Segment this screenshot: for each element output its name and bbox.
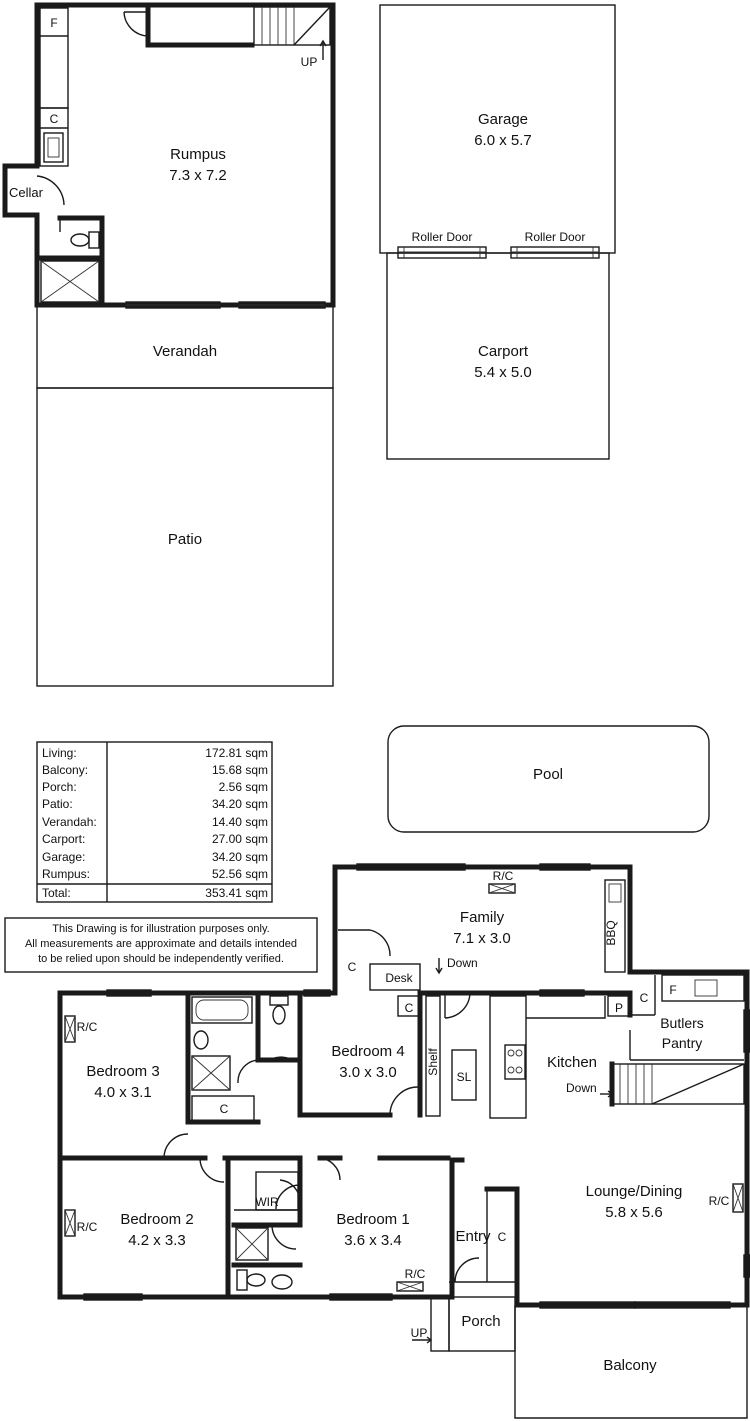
cupboard-label: C (497, 1230, 507, 1244)
cooktop-icon (505, 1045, 525, 1079)
shower-icon (236, 1228, 268, 1260)
roller-door-label-1: Roller Door (411, 230, 473, 244)
kitchen-label: Kitchen (546, 1054, 598, 1071)
area-rows (42, 746, 268, 900)
toilet-icon (71, 232, 99, 248)
up-label: UP (410, 1326, 428, 1340)
rumpus-dims: 7.3 x 7.2 (169, 167, 227, 184)
shelf-label: Shelf (426, 1048, 440, 1076)
down-label: Down (447, 956, 478, 970)
cupboard-label: C (639, 991, 649, 1005)
balcony-label: Balcony (603, 1357, 657, 1374)
lounge-dims: 5.8 x 5.6 (605, 1204, 663, 1221)
area-value: 27.00 sqm (211, 832, 268, 846)
area-value: 15.68 sqm (211, 763, 268, 777)
butlers-label: Butlers (660, 1015, 704, 1031)
bedroom3-name: Bedroom 3 (86, 1063, 160, 1080)
cellar-label: Cellar (9, 185, 43, 200)
area-value: 172.81 sqm (205, 746, 268, 760)
cupboard-label: C (404, 1001, 414, 1015)
area-label: Patio: (42, 797, 73, 811)
rc-label: R/C (404, 1267, 426, 1281)
shower-icon (41, 261, 99, 302)
fridge-label: F (50, 16, 58, 30)
shower-icon (192, 1056, 230, 1090)
pantry-label: P (614, 1001, 624, 1015)
pantry-fridge-label: F (669, 983, 677, 997)
area-value: 14.40 sqm (211, 815, 268, 829)
rumpus-block (5, 5, 333, 686)
area-total-value: 353.41 sqm (205, 886, 268, 900)
area-table (37, 742, 272, 902)
family-dims: 7.1 x 3.0 (453, 930, 511, 947)
area-value: 34.20 sqm (211, 797, 268, 811)
bbq-label: BBQ (604, 920, 618, 946)
garage-dims: 6.0 x 5.7 (474, 132, 532, 149)
area-label: Porch: (42, 780, 77, 794)
disclaimer-line-3: to be relied upon should be independently verified. (38, 953, 284, 965)
family-name: Family (459, 909, 505, 926)
cupboard-label: C (219, 1102, 229, 1116)
verandah-label: Verandah (152, 343, 218, 360)
roller-door-label-2: Roller Door (524, 230, 586, 244)
toilet-icon (237, 1270, 292, 1290)
rc-label: R/C (492, 869, 514, 883)
cupboard-label: C (49, 112, 59, 126)
area-label: Carport: (42, 832, 86, 846)
sl-label: SL (456, 1070, 472, 1084)
disclaimer-line-2: All measurements are approximate and details intended (24, 938, 298, 950)
area-label: Verandah: (42, 815, 97, 829)
toilet-icon (270, 996, 288, 1024)
bedroom4-name: Bedroom 4 (331, 1043, 405, 1060)
bedroom1-dims: 3.6 x 3.4 (344, 1232, 402, 1249)
wir-label: WIR (255, 1195, 279, 1209)
garage-area (380, 5, 615, 253)
porch-label: Porch (461, 1313, 501, 1330)
disclaimer-line-1: This Drawing is for illustration purposes only. (52, 923, 270, 935)
garage-block (380, 5, 615, 459)
entry-label: Entry (455, 1228, 491, 1245)
rc-label: R/C (76, 1220, 98, 1234)
bedroom4-dims: 3.0 x 3.0 (339, 1064, 397, 1081)
area-value: 34.20 sqm (211, 850, 268, 864)
butlers-pantry-label: Pantry (661, 1035, 703, 1051)
area-label: Balcony: (42, 763, 89, 777)
area-label: Garage: (42, 850, 86, 864)
garage-name: Garage (477, 111, 529, 128)
area-label: Living: (42, 746, 77, 760)
rumpus-name: Rumpus (170, 146, 226, 163)
pool-label: Pool (532, 766, 564, 783)
up-label: UP (300, 55, 318, 69)
bathtub-icon (192, 997, 252, 1023)
patio-label: Patio (167, 531, 203, 548)
carport-name: Carport (477, 343, 529, 360)
bedroom1-name: Bedroom 1 (336, 1211, 410, 1228)
disclaimer-box (5, 918, 317, 972)
down-label: Down (566, 1081, 597, 1095)
lounge-name: Lounge/Dining (585, 1183, 683, 1200)
area-total-label: Total: (42, 886, 71, 900)
rc-label: R/C (708, 1194, 730, 1208)
carport-dims: 5.4 x 5.0 (474, 364, 532, 381)
bedroom2-name: Bedroom 2 (120, 1211, 194, 1228)
area-value: 52.56 sqm (211, 867, 268, 881)
bedroom3-dims: 4.0 x 3.1 (94, 1084, 152, 1101)
bedroom2-dims: 4.2 x 3.3 (128, 1232, 186, 1249)
area-value: 2.56 sqm (218, 780, 268, 794)
area-label: Rumpus: (42, 867, 91, 881)
cupboard-label: C (347, 960, 357, 974)
stairs-up (254, 7, 330, 60)
desk-label: Desk (385, 971, 413, 985)
stairs-down (600, 1064, 744, 1104)
pool (388, 726, 709, 832)
rc-label: R/C (76, 1020, 98, 1034)
